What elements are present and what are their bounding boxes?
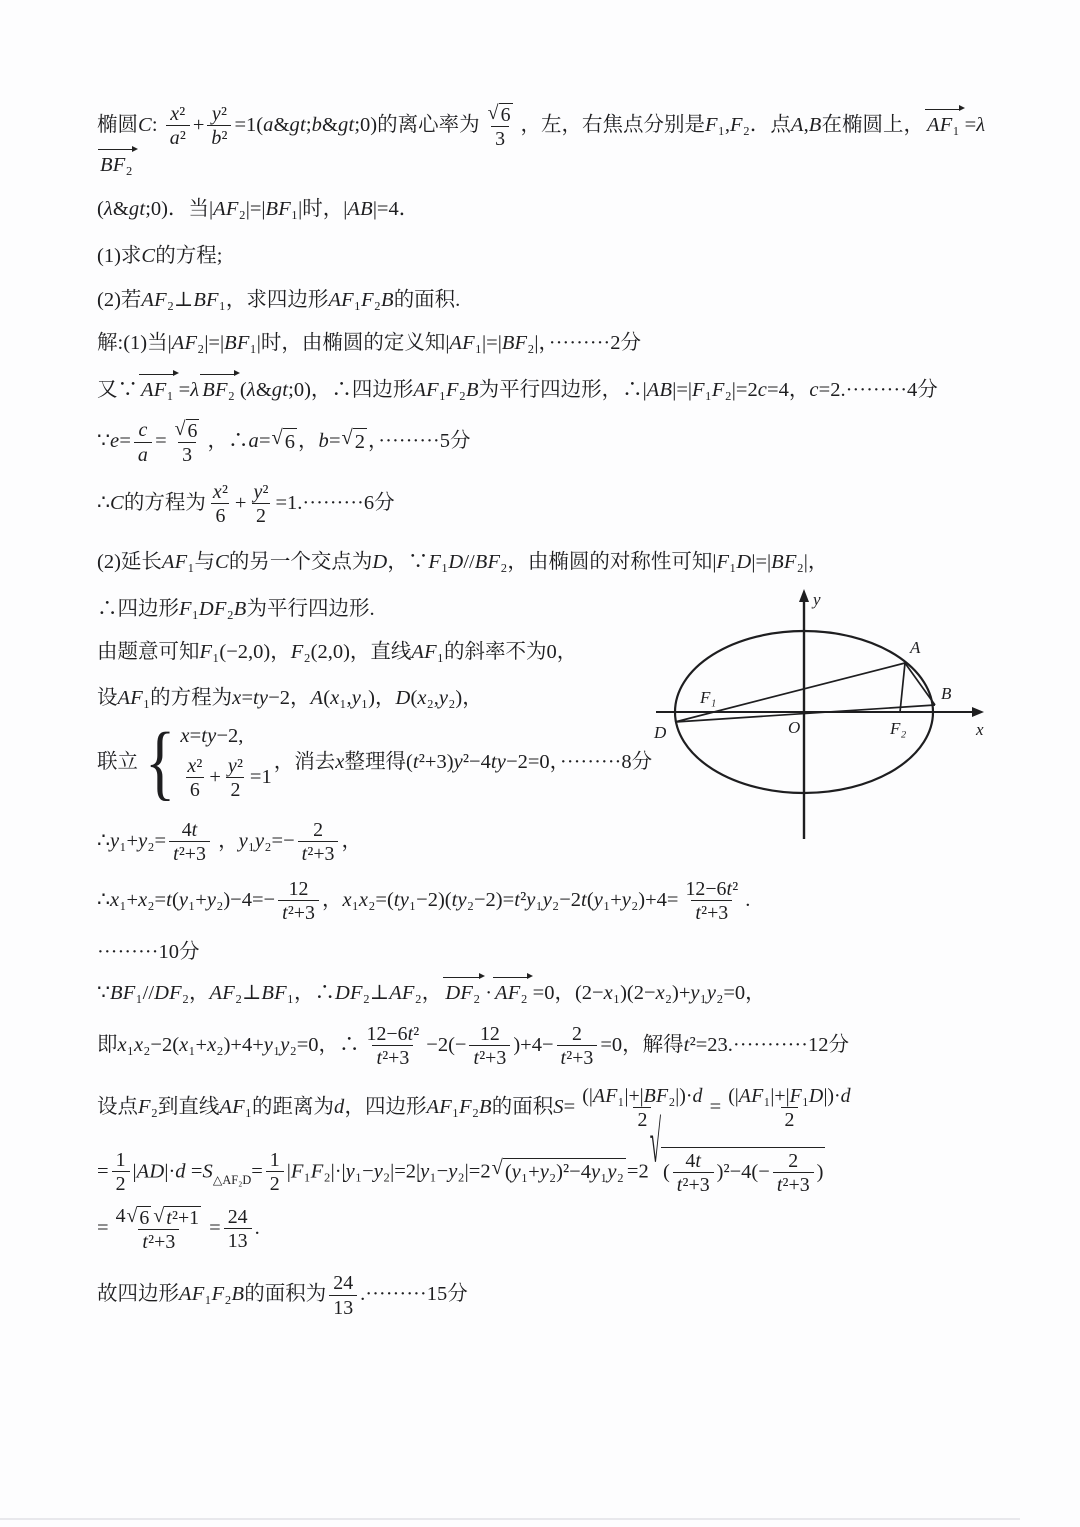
label-point-D: D	[654, 723, 667, 742]
math-line-15: ∴x₁+x₂=t(y₁+y₂)−4=− $\frac{12}{\text{t²+3}}$ ，x₁x₂=(ty₁−2)(ty₂−2)=t²y₁y₂−2t(y₁+y₂)+4= $\frac{\text{12−6t²}}{\text{t²+3}}$ .	[97, 877, 751, 924]
math-line-19: 设点F₂到直线AF₁的距离为d，四边形AF₁F₂B的面积S= $\frac{\text{(|AF₁|+|BF₂|)·d}}{2}$ = $\frac{\text{(|AF₁|+|F₁D|)·d}}{2}$	[97, 1085, 851, 1132]
label-origin: O	[788, 718, 801, 737]
label-focus-1: F₁	[700, 688, 717, 707]
y-axis-arrow	[799, 589, 809, 602]
math-line-3: (1)求C的方程;	[97, 244, 223, 267]
x-axis-arrow	[972, 707, 984, 717]
math-line-18: 即x₁x₂−2(x₁+x₂)+4+y₁y₂=0，∴ $\frac{\text{12−6t²}}{\text{t²+3}}$ −2(− $\frac{12}{\text{t²+3}}$ )+4− $\frac{2}{\text{t²+3}}$ =0，解得t²=23.···········12分	[97, 1022, 850, 1069]
math-line-14: ∴y₁+y₂= $\frac{4t}{\text{t²+3}}$ ，y₁y₂=− $\frac{2}{\text{t²+3}}$ ，	[97, 819, 362, 866]
segment-AB	[905, 663, 935, 705]
ellipse-diagram	[628, 583, 1000, 849]
page-bottom-edge	[0, 1518, 1020, 1520]
ellipse-diagram-svg	[628, 583, 1000, 849]
math-line-11: 由题意可知F₁(−2,0)，F₂(2,0)，直线AF₁的斜率不为0，	[97, 640, 578, 663]
math-line-9: (2)延长AF₁与C的另一个交点为D，∵F₁D//BF₂，由椭圆的对称性可知|F₁D|=|BF₂|，	[97, 551, 829, 574]
math-line-20: = $\frac{1}{2}$ $|AD|\cdot d =S_{\triangle AF_2D}=$ $\frac{1}{2}$ |F₁F₂|·|y₁−y₂|=2|y₁−y₂|=2 √ ( y ₁+ y ₂)²−4 y ₁ y ₂ =2 √ ( 4t t²+3 )²−4(− 2 t²+3 )	[97, 1147, 1012, 1199]
label-focus-2: F₂	[890, 719, 907, 738]
math-line-7: ∵e= $\frac{c}{a}$ = √ 6 3 ，∴a= √ 6 ，b= √ 2 ，·········5分	[97, 418, 471, 467]
label-point-A: A	[910, 638, 921, 657]
math-line-12: 设AF₁的方程为x=ty−2，A(x₁,y₁)，D(x₂,y₂)，	[97, 687, 483, 710]
math-line-21: = 4 √ 6 √ t ²+1 t²+3 = $\frac{24}{13}$ .	[97, 1204, 260, 1254]
math-line-10: ∴四边形F₁DF₂B为平行四边形.	[97, 597, 375, 620]
math-line-22: 故四边形AF₁F₂B的面积为 $\frac{24}{13}$ .·········15分	[97, 1272, 468, 1319]
math-line-2: (λ&gt;0)．当|AF₂|=|BF₁|时，|AB|=4．	[97, 198, 420, 220]
math-line-6: 又∵ AF₁ =λ BF₂ (λ&gt;0)，∴四边形AF₁F₂B为平行四边形，∴|AB|=|F₁F₂|=2c=4，c=2.·········4分	[97, 377, 1012, 405]
label-x-axis: x	[976, 720, 984, 739]
math-line-16: ·········10分	[97, 941, 200, 964]
segment-AF2	[900, 663, 905, 712]
math-line-1: 椭圆C: $\frac{\text{x²}}{\text{a²}}$ + $\frac{\text{y²}}{\text{b²}}$ =1(a&gt;b&gt;0)的离心率为 √ 6 3 ，左，右焦点分别是F₁,F₂．点A,B在椭圆上， AF₁ =λBF₂	[97, 100, 1012, 180]
label-point-B: B	[941, 684, 952, 703]
label-y-axis: y	[813, 590, 821, 609]
math-line-17: ∵BF₁//DF₂，AF₂⊥BF₁，∴DF₂⊥AF₂， DF₂ · AF₂ =0，(2−x₁)(2−x₂)+y₁y₂=0，	[97, 980, 1012, 1008]
math-line-5: 解:(1)当|AF₂|=|BF₁|时，由椭圆的定义知|AF₁|=|BF₂|，·········2分	[97, 332, 641, 355]
math-line-13: 联立 { x = t y −2, x² 6 + y² 2 =1 ，消去x整理得(t²+3)y²−4ty−2=0，·········8分	[97, 715, 653, 809]
math-line-8: ∴C的方程为 $\frac{\text{x²}}{6}$ + $\frac{\text{y²}}{2}$ =1.·········6分	[97, 480, 395, 527]
math-line-4: (2)若AF₂⊥BF₁，求四边形AF₁F₂B的面积.	[97, 289, 461, 312]
